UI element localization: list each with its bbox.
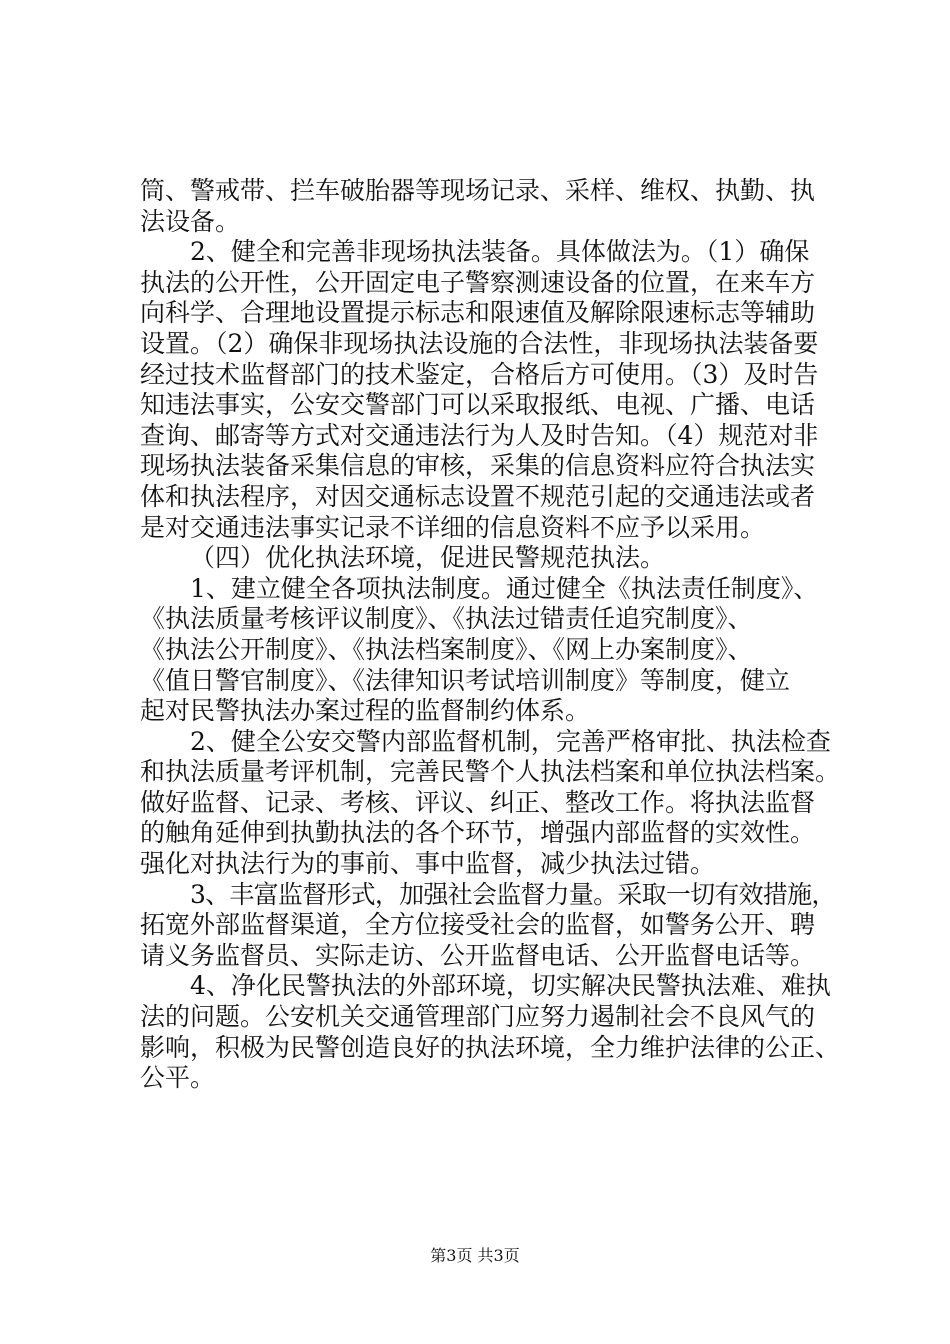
text-line: 向科学、合理地设置提示标志和限速值及解除限速标志等辅助 <box>140 298 816 328</box>
text-line: 经过技术监督部门的技术鉴定，合格后方可使用。（3）及时告 <box>140 359 819 389</box>
paragraph-start-line: 2、健全公安交警内部监督机制，完善严格审批、执法检查 <box>190 726 831 756</box>
text-line: 强化对执法行为的事前、事中监督，减少执法过错。 <box>140 849 716 879</box>
paragraph-start-line: 1、建立健全各项执法制度。通过健全《执法责任制度》、 <box>190 573 819 603</box>
text-line: 法的问题。公安机关交通管理部门应努力遏制社会不良风气的 <box>140 1002 816 1032</box>
text-line: 请义务监督员、实际走访、公开监督电话、公开监督电话等。 <box>140 940 816 970</box>
text-line: 筒、警戒带、拦车破胎器等现场记录、采样、维权、执勤、执 <box>140 176 816 205</box>
text-line: 做好监督、记录、考核、评议、纠正、整改工作。将执法监督 <box>140 787 816 817</box>
text-line: 《值日警官制度》、《法律知识考试培训制度》等制度，健立 <box>140 665 791 695</box>
text-line: 知违法事实，公安交警部门可以采取报纸、电视、广播、电话 <box>140 390 816 420</box>
paragraph-start-line: 4、净化民警执法的外部环境，切实解决民警执法难、难执 <box>190 971 831 1001</box>
text-line: 现场执法装备采集信息的审核，采集的信息资料应符合执法实 <box>140 451 816 481</box>
text-line: 执法的公开性，公开固定电子警察测速设备的位置，在来车方 <box>140 267 816 297</box>
text-line: 拓宽外部监督渠道，全方位接受社会的监督，如警务公开、聘 <box>140 910 816 940</box>
text-line: 《执法公开制度》、《执法档案制度》、《网上办案制度》、 <box>140 634 753 664</box>
text-line: 和执法质量考评机制，完善民警个人执法档案和单位执法档案。 <box>140 757 841 787</box>
section-heading: （四）优化执法环境，促进民警规范执法。 <box>190 543 666 573</box>
page-number-footer: 第3页 共3页 <box>430 1246 520 1265</box>
paragraph-start-line: 3、丰富监督形式，加强社会监督力量。采取一切有效措施， <box>190 879 836 909</box>
paragraph-start-line: 2、健全和完善非现场执法装备。具体做法为。（1）确保 <box>190 237 810 267</box>
document-body <box>140 176 840 1094</box>
text-line: 查询、邮寄等方式对交通违法行为人及时告知。（4）规范对非 <box>140 420 819 450</box>
text-line: 的触角延伸到执勤执法的各个环节，增强内部监督的实效性。 <box>140 818 816 848</box>
text-line: 是对交通违法事实记录不详细的信息资料不应予以采用。 <box>140 512 766 542</box>
text-line: 《执法质量考核评议制度》、《执法过错责任追究制度》、 <box>140 604 753 634</box>
text-line: 体和执法程序，对因交通标志设置不规范引起的交通违法或者 <box>140 481 816 511</box>
text-line: 起对民警执法办案过程的监督制约体系。 <box>140 696 591 726</box>
text-line: 设置。（2）确保非现场执法设施的合法性，非现场执法装备要 <box>140 328 819 358</box>
text-line: 公平。 <box>140 1063 216 1093</box>
text-line: 法设备。 <box>140 206 241 236</box>
text-line: 影响，积极为民警创造良好的执法环境，全力维护法律的公正、 <box>140 1032 841 1062</box>
